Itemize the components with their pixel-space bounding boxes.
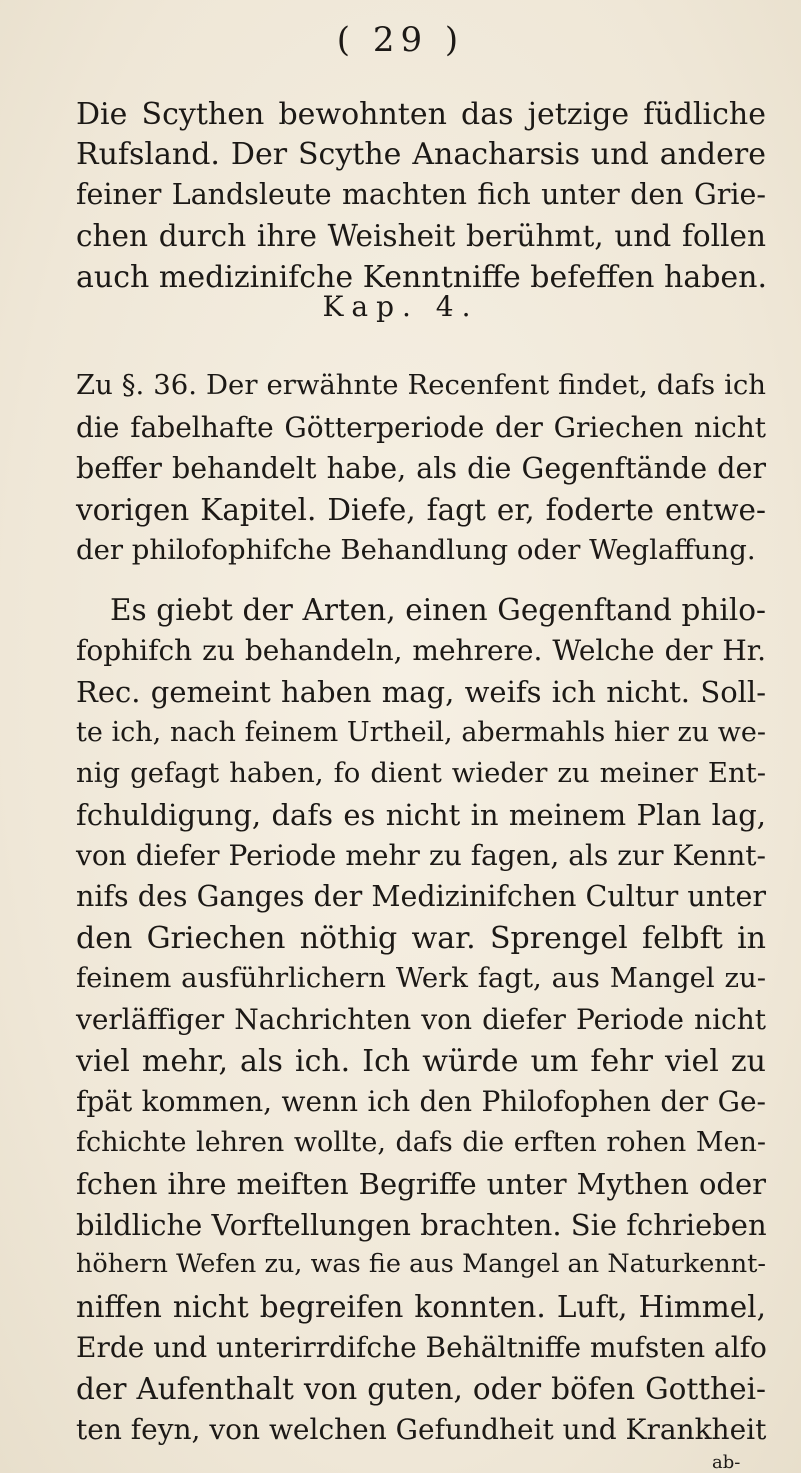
text-line: ten feyn, von welchen Gefundheit und Krankheit xyxy=(76,1413,767,1446)
text-line: Rec. gemeint haben mag, weifs ich nicht. Soll- xyxy=(76,675,766,709)
text-line: fchichte lehren wollte, dafs die erften rohen Men- xyxy=(76,1127,766,1158)
text-line: von diefer Periode mehr zu fagen, als zur Kennt- xyxy=(76,839,766,872)
text-line: niffen nicht begreifen konnten. Luft, Himmel, xyxy=(76,1290,766,1324)
text-line: Die Scythen bewohnten das jetzige füdliche xyxy=(76,97,766,132)
text-line: fophifch zu behandeln, mehrere. Welche der Hr. xyxy=(76,634,766,667)
text-line: Erde und unterirrdifche Behältniffe mufsten alfo xyxy=(76,1331,767,1364)
text-line: der Aufenthalt von guten, oder böfen Gotthei- xyxy=(76,1372,766,1406)
text-line: auch medizinifche Kenntniffe befeffen haben. xyxy=(76,260,768,295)
text-line: den Griechen nöthig war. Sprengel felbft in xyxy=(76,921,766,956)
text-line: chen durch ihre Weisheit berühmt, und follen xyxy=(76,219,766,253)
text-line: bildliche Vorftellungen brachten. Sie fchrieben xyxy=(76,1208,767,1242)
text-line: feiner Landsleute machten fich unter den Grie- xyxy=(76,178,766,211)
text-line: Es giebt der Arten, einen Gegenftand philo- xyxy=(110,593,766,627)
text-line: fpät kommen, wenn ich den Philofophen der Ge- xyxy=(76,1085,766,1118)
chapter-heading: Kap. 4. xyxy=(322,290,479,323)
text-line: verläffiger Nachrichten von diefer Periode nicht xyxy=(76,1003,766,1036)
text-line: nig gefagt haben, fo dient wieder zu meiner Ent- xyxy=(76,757,766,789)
page-number-header: ( 29 ) xyxy=(336,20,465,60)
text-line: Rufsland. Der Scythe Anacharsis und andere xyxy=(76,137,766,172)
text-line: fchuldigung, dafs es nicht in meinem Plan lag, xyxy=(76,798,766,832)
text-line: beffer behandelt habe, als die Gegenftände der xyxy=(76,452,766,485)
catchword: ab- xyxy=(712,1452,741,1473)
text-line: Zu §. 36. Der erwähnte Recenfent findet, dafs ich xyxy=(76,369,766,401)
text-line: vorigen Kapitel. Diefe, fagt er, foderte entwe- xyxy=(76,493,766,527)
text-line: viel mehr, als ich. Ich würde um fehr viel zu xyxy=(76,1044,766,1079)
text-line: der philofophifche Behandlung oder Weglaffung. xyxy=(76,534,756,566)
text-line: feinem ausführlichern Werk fagt, aus Mangel zu- xyxy=(76,962,766,994)
text-line: nifs des Ganges der Medizinifchen Cultur unter xyxy=(76,880,766,913)
text-line: die fabelhafte Götterperiode der Griechen nicht xyxy=(76,411,766,444)
text-line: fchen ihre meiften Begriffe unter Mythen oder xyxy=(76,1167,766,1201)
text-line: höhern Wefen zu, was fie aus Mangel an Naturkennt- xyxy=(76,1249,766,1279)
text-line: te ich, nach feinem Urtheil, abermahls hier zu we- xyxy=(76,717,766,748)
